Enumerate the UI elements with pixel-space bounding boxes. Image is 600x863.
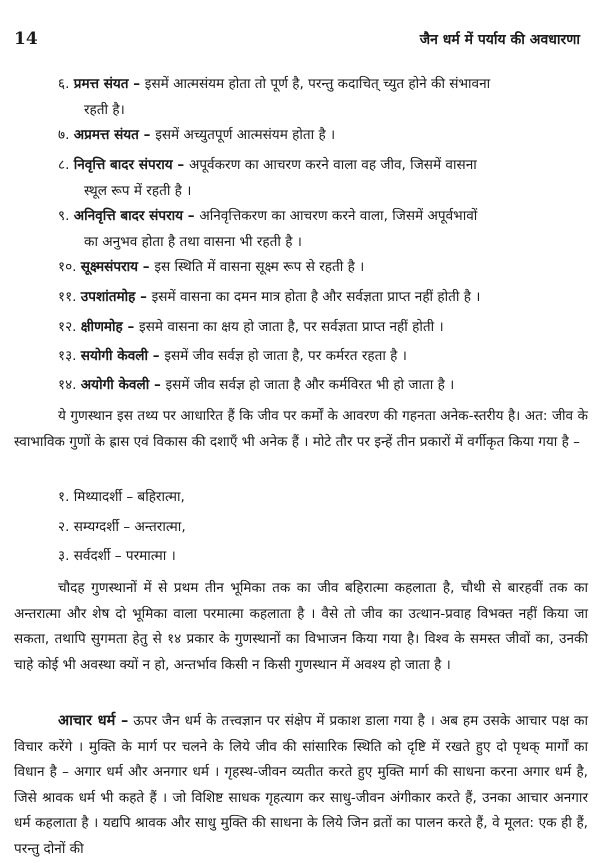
stage-item [58, 71, 588, 123]
stage-separator: – [128, 76, 145, 92]
stage-separator: – [135, 289, 152, 305]
paragraph-text: ये गुणस्थान इस तथ्य पर आधारित हैं कि जीव पर कर्मों के आवरण की गहनता अनेक-स्तरीय है। अत: जीव के स्वाभाविक गुणों के ह्रास एवं विकास की दशाएँ भी अनेक हैं । मोटे तौर पर इन्हें तीन प्रकारों में वर्गीकृत किया गया है – [14, 408, 588, 450]
stage-number: ९. [58, 208, 70, 224]
paragraph-classification [14, 576, 588, 678]
stage-term: प्रमत्त संयत [73, 76, 129, 92]
page-number: 14 [14, 29, 38, 49]
stage-separator: – [122, 319, 140, 335]
stage-item [58, 122, 588, 148]
stage-number: १३. [58, 348, 77, 364]
stage-separator: – [172, 157, 189, 173]
stage-term: सूक्ष्मसंपराय [80, 259, 139, 275]
stage-desc: इसमें अच्युतपूर्ण आत्मसंयम होता है । [155, 127, 336, 143]
soul-type-item: १. मिथ्यादर्शी – बहिरात्मा, [58, 489, 185, 505]
paragraph-text: चौदह गुणस्थानों में से प्रथम तीन भूमिका तक का जीव बहिरात्मा कहलाता है, चौथी से बारहवीं तक का अन्तरात्मा और शेष दो भूमिका वाला परमात्मा कहलाता है । वैसे तो जीव का उत्थान-प्रवाह विभक्त नहीं किया जा सकता, तथापि सुगमता हेतु से १४ प्रकार के गुणस्थानों का विभाजन किया गया है। विश्व के समस्त जीवों का, उनकी चाहे कोई भी अवस्था क्यों न हो, अन्तर्भाव किसी न किसी गुणस्थान में अवश्य हो जाता है । [14, 580, 588, 673]
stage-number: १०. [58, 259, 77, 275]
stage-desc-continued: का अनुभव होता है तथा वासना भी रहती है । [84, 234, 302, 250]
stage-number: १४. [58, 377, 77, 393]
stage-item [58, 314, 588, 340]
stage-item [58, 152, 588, 204]
paragraph-gunasthan [14, 404, 588, 455]
stage-desc: इस स्थिति में वासना सूक्ष्म रूप से रहती है । [154, 259, 365, 275]
stage-term: अयोगी केवली [80, 377, 150, 393]
stage-number: १२. [58, 319, 77, 335]
soul-type-item: २. सम्यग्दर्शी – अन्तरात्मा, [58, 519, 186, 535]
stage-term: अनिवृत्ति बादर संपराय [73, 208, 184, 224]
stage-number: ८. [58, 157, 70, 173]
stage-number: ६. [58, 76, 70, 92]
page-header [14, 26, 580, 52]
stage-desc-continued: रहती है। [84, 102, 125, 118]
stage-number: ७. [58, 127, 70, 143]
stage-item [58, 372, 588, 398]
soul-type-item: ३. सर्वदर्शी – परमात्मा । [58, 548, 176, 564]
stage-separator: – [138, 259, 155, 275]
stage-desc: इसमें जीव सर्वज्ञ हो जाता है और कर्मविरत भी हो जाता है । [165, 377, 455, 393]
section-term: आचार धर्म – [58, 712, 129, 729]
stage-term: निवृत्ति बादर संपराय [73, 157, 173, 173]
paragraph-achar-dharma [14, 708, 588, 862]
stage-term: अप्रमत्त संयत [73, 127, 139, 143]
stage-term: क्षीणमोह [80, 319, 123, 335]
stage-desc: अपूर्वकरण का आचरण करने वाला वह जीव, जिसमें वासना [188, 157, 477, 173]
stage-desc: इसमें वासना का दमन मात्र होता है और सर्वज्ञता प्राप्त नहीं होती है । [151, 289, 481, 305]
stage-item [58, 203, 588, 255]
stage-desc: इसमें जीव सर्वज्ञ हो जाता है, पर कर्मरत रहता है । [164, 348, 407, 364]
running-title: जैन धर्म में पर्याय की अवधारणा [419, 31, 580, 48]
stage-item [58, 254, 588, 280]
stage-number: ११. [58, 289, 77, 305]
stage-separator: – [183, 208, 200, 224]
paragraph-text: ऊपर जैन धर्म के तत्त्वज्ञान पर संक्षेप में प्रकाश डाला गया है । अब हम उसके आचार पक्ष का विचार करेंगे । मुक्ति के मार्ग पर चलने के लिये जीव की सांसारिक स्थिति को दृष्टि में रखते हुए दो पृथक् मार्गों का विधान है – अगार धर्म और अनगार धर्म । गृहस्थ-जीवन व्यतीत करते हुए मुक्ति मार्ग की साधना करना अगार धर्म है, जिसे श्रावक धर्म भी कहते हैं । जो विशिष्ट साधक गृहत्याग कर साधु-जीवन अंगीकार करते हैं, उनका आचार अनगार धर्म कहलाता है । यद्यपि श्रावक और साधु मुक्ति की साधना के लिये जिन व्रतों का पालन करते हैं, वे मूलत: एक ही हैं, परन्तु दोनों की [14, 713, 588, 857]
stage-desc: इसमें आत्मसंयम होता तो पूर्ण है, परन्तु कदाचित् च्युत होने की संभावना [144, 76, 491, 92]
stage-separator: – [148, 348, 165, 364]
stage-separator: – [138, 127, 156, 143]
stage-desc: अनिवृत्तिकरण का आचरण करने वाला, जिसमें अपूर्वभावों [199, 208, 478, 224]
stage-term: सयोगी केवली [80, 348, 149, 364]
stage-item [58, 343, 588, 369]
stage-separator: – [149, 377, 166, 393]
stage-desc-continued: स्थूल रूप में रहती है । [84, 183, 192, 199]
stage-term: उपशांतमोह [80, 289, 136, 305]
stage-item [58, 284, 588, 310]
stage-desc: इसमे वासना का क्षय हो जाता है, पर सर्वज्ञता प्राप्त नहीं होती । [139, 319, 444, 335]
